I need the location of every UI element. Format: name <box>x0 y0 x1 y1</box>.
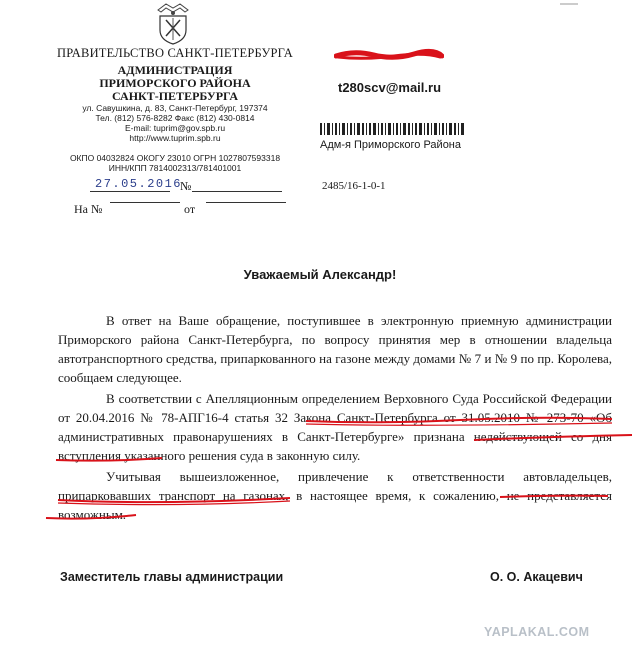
paragraph: В соответствии с Апелляционным определением Верховного Суда Российской Федерации от 20.04.2016 № 78-АПГ16-4 статья 32 Закона Санкт-Петербурга от 31.05.2010 № 273-70 «Об административных правонарушениях в Санкт-Петербурге» признана недействующей со дня вступления указанного решения суда в законную силу. <box>58 391 612 463</box>
coat-of-arms-icon <box>152 2 194 46</box>
registration-number: 2485/16-1-0-1 <box>322 180 386 192</box>
administration-name <box>60 64 290 103</box>
email-line: E-mail: tuprim@gov.spb.ru <box>124 123 226 133</box>
reference-from: от <box>184 202 196 216</box>
greeting: Уважаемый Александр! <box>243 267 397 282</box>
corner-mark <box>560 0 580 8</box>
signatory-title: Заместитель главы администрации <box>60 570 284 584</box>
reference-row <box>74 202 304 220</box>
codes-line: ОКПО 04032824 ОКОГУ 23010 ОГРН 1027807593318 <box>69 153 281 163</box>
number-underline <box>192 191 282 192</box>
registry-codes <box>60 153 290 173</box>
reference-prefix: На № <box>74 202 103 216</box>
codes-line: ИНН/КПП 7814002313/781401001 <box>108 163 242 173</box>
barcode-icon <box>318 122 468 136</box>
reference-number-line <box>110 202 180 203</box>
recipient-email: t280scv@mail.ru <box>338 80 442 95</box>
government-name: ПРАВИТЕЛЬСТВО САНКТ-ПЕТЕРБУРГА <box>57 46 293 60</box>
signatory-name: О. О. Акацевич <box>490 570 583 584</box>
administration-line: ПРИМОРСКОГО РАЙОНА <box>99 76 251 90</box>
address-block <box>60 103 290 143</box>
redaction-mark <box>334 48 444 62</box>
date-stamp: 27.05.2016 <box>95 177 183 191</box>
address-line: ул. Савушкина, д. 83, Санкт-Петербург, 197374 <box>82 103 268 113</box>
paragraph: Учитывая вышеизложенное, привлечение к ответственности автовладельцев, припарковавших транспорт на газонах, в настоящее время, к сожалению, не представляется возможным. <box>58 469 612 522</box>
stamp-organization: Адм-я Приморского Района <box>320 139 462 151</box>
phone-line: Тел. (812) 576-8282 Факс (812) 430-0814 <box>95 113 255 123</box>
administration-line: АДМИНИСТРАЦИЯ <box>117 63 233 77</box>
number-sign: № <box>180 179 192 193</box>
administration-line: САНКТ-ПЕТЕРБУРГА <box>111 89 239 103</box>
date-number-row <box>90 177 320 193</box>
website-line: http://www.tuprim.spb.ru <box>129 133 221 143</box>
date-underline <box>90 191 170 192</box>
paragraph: В ответ на Ваше обращение, поступившее в электронную приемную администрации Приморского района Санкт-Петербурга, по вопросу принятия мер в отношении владельца автотранспортного средства, припаркованного на газоне между домами № 7 и № 9 по пр. Королева, сообщаем следующее. <box>58 313 612 385</box>
reference-date-line <box>206 202 286 203</box>
site-watermark: YAPLAKAL.COM <box>484 625 590 639</box>
